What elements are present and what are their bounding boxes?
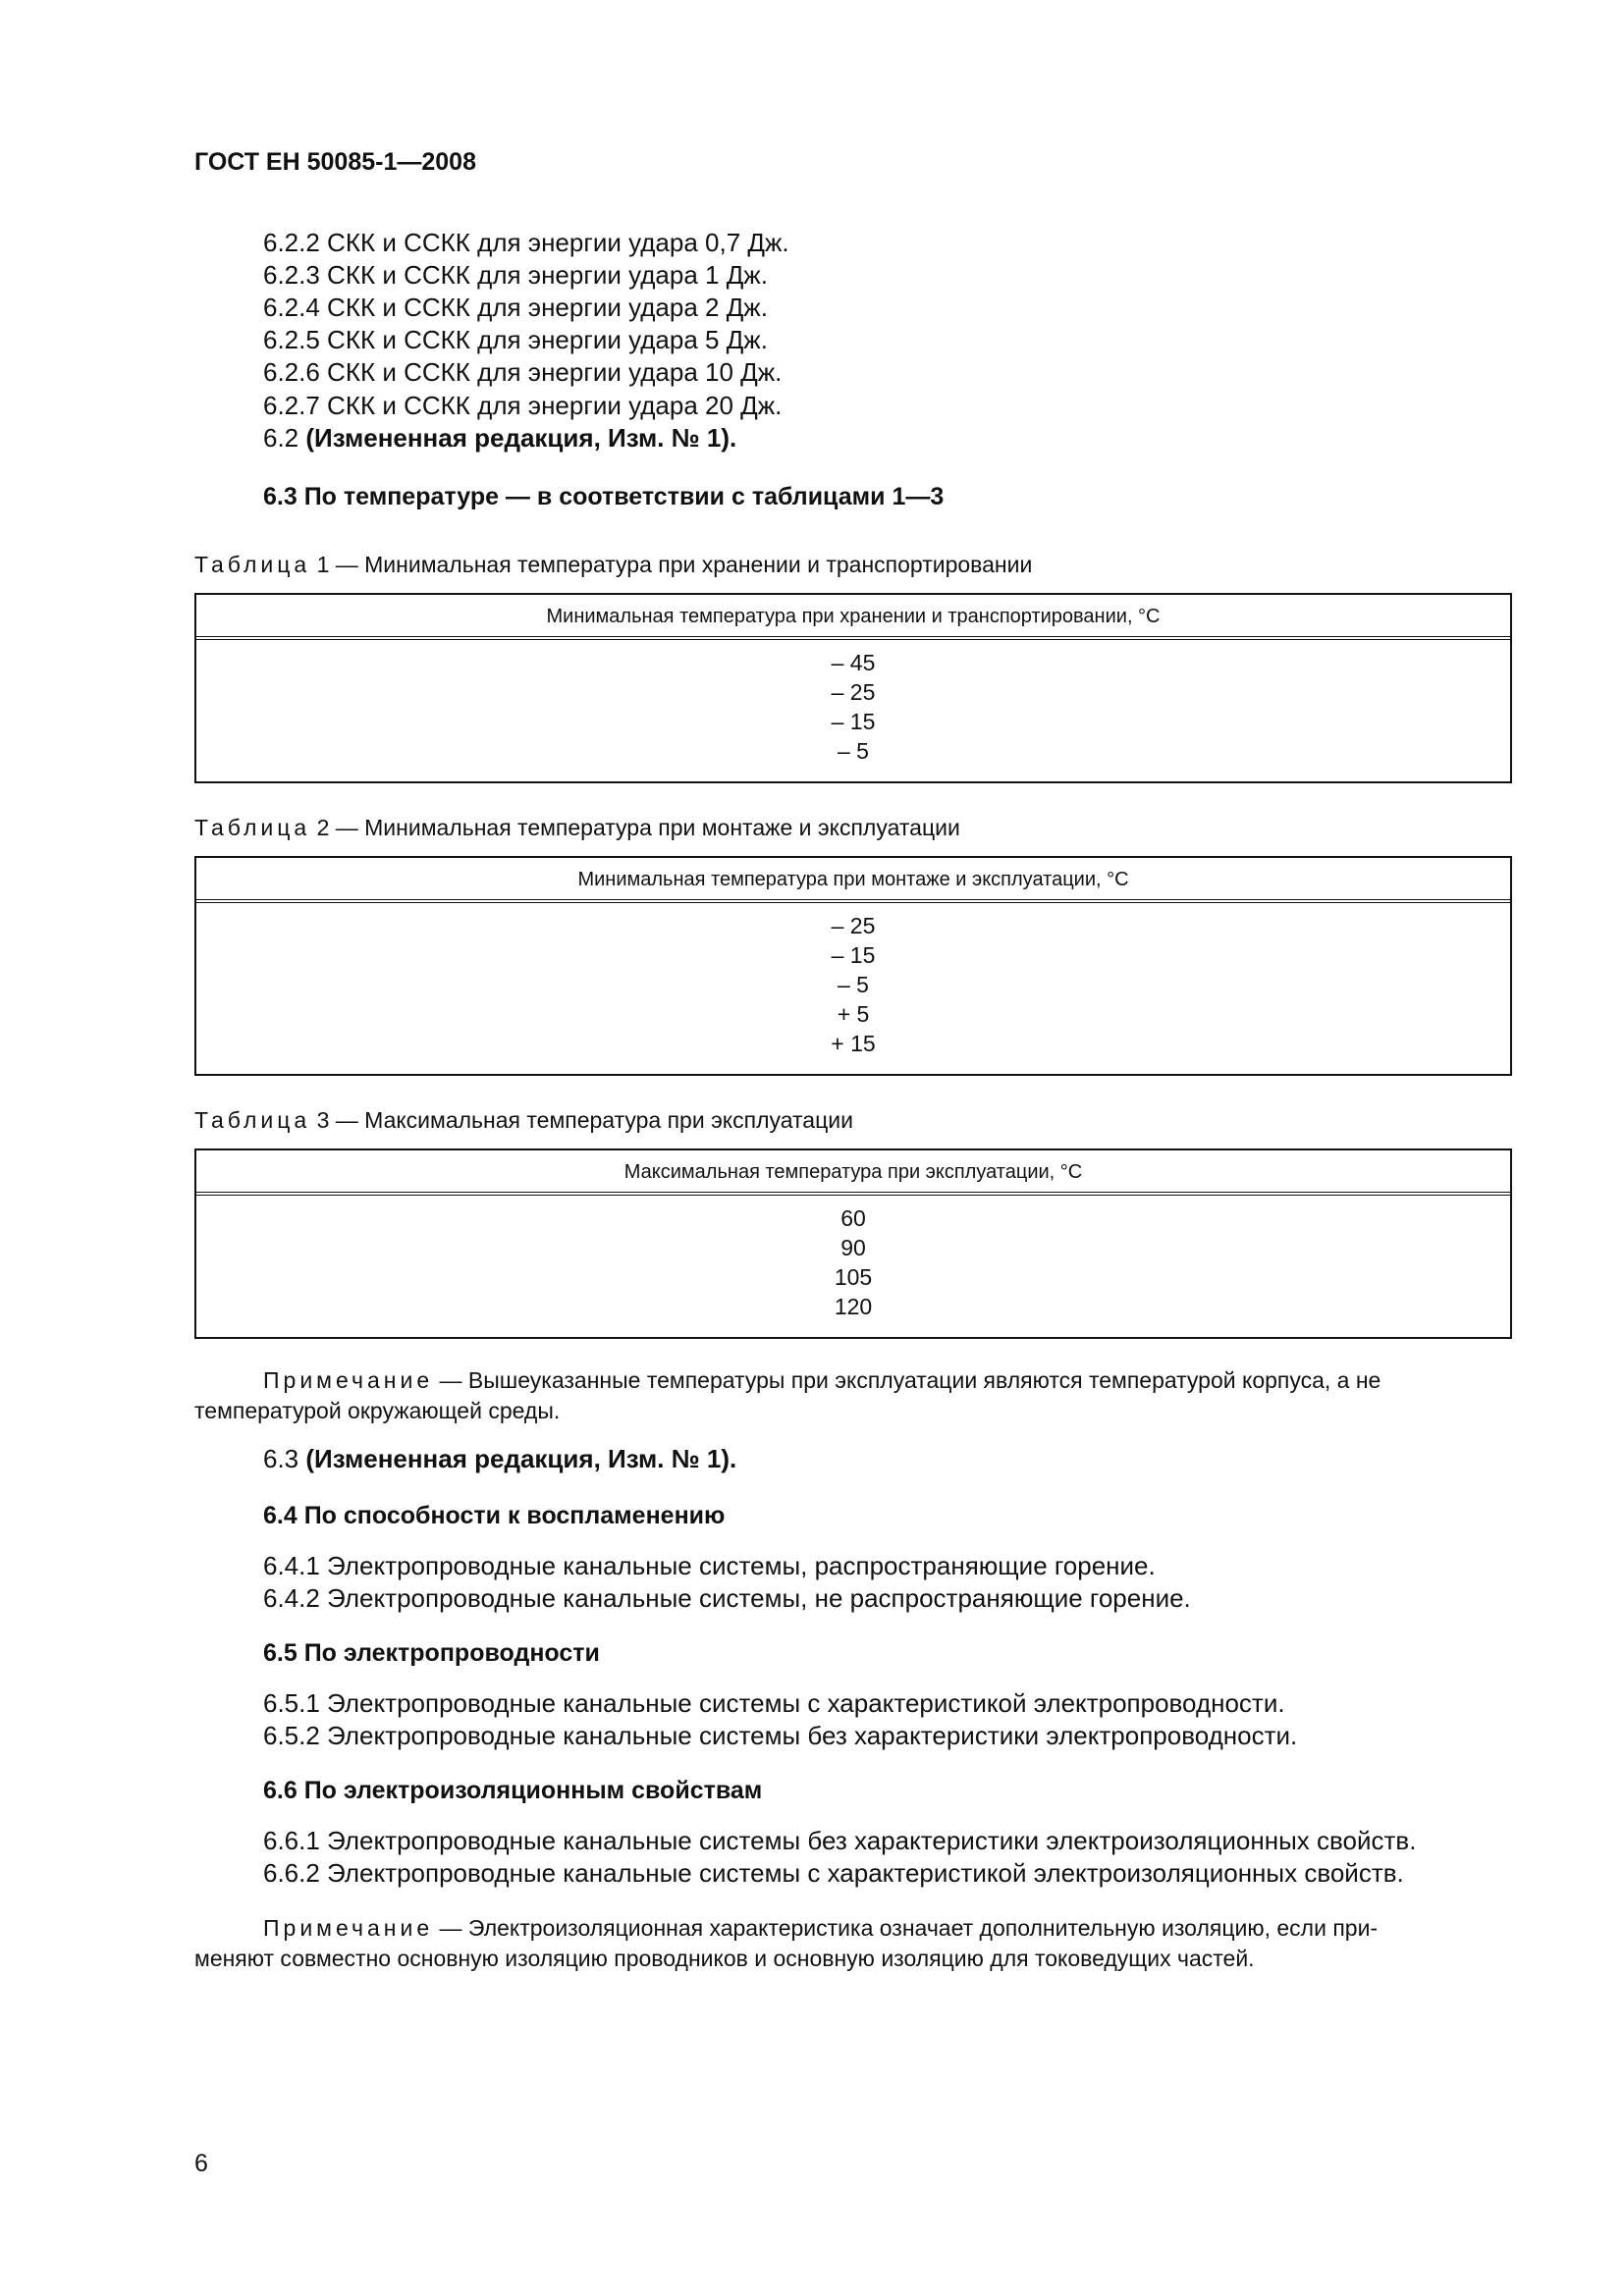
table-body <box>196 1196 1510 1321</box>
table-cell: 105 <box>834 1264 873 1290</box>
section-heading-6-4: 6.4 По способности к воспламенению <box>263 1502 726 1529</box>
note-line <box>194 1365 1512 1396</box>
edit-note-num: 6.3 <box>263 1444 306 1473</box>
page-number: 6 <box>194 2150 208 2177</box>
document-header: ГОСТ ЕН 50085-1—2008 <box>194 148 476 176</box>
table-cell: – 45 <box>831 650 876 675</box>
table-3-caption <box>194 1107 853 1134</box>
list-item: 6.2.4 СКК и ССКК для энергии удара 2 Дж. <box>263 293 768 322</box>
list-item: 6.6.2 Электропроводные канальные системы с характеристикой электроизоляционных свойств. <box>263 1858 1404 1888</box>
table-cell: – 15 <box>831 942 876 968</box>
list-item: 6.2.5 СКК и ССКК для энергии удара 5 Дж. <box>263 325 768 354</box>
list-item: 6.4.1 Электропроводные канальные системы, распространяющие горение. <box>263 1551 1156 1580</box>
list-item: 6.5.1 Электропроводные канальные системы с характеристикой электропроводности. <box>263 1688 1285 1718</box>
table-cell: 120 <box>834 1294 873 1319</box>
note-text: — Электроизоляционная характеристика означает дополнительную изоляцию, если при- <box>433 1915 1379 1941</box>
table-cell: – 15 <box>831 709 876 734</box>
table-caption-word: Таблица <box>194 815 311 840</box>
table-3 <box>194 1148 1512 1339</box>
table-cell: – 25 <box>831 913 876 938</box>
table-cell: 60 <box>840 1205 866 1231</box>
table-caption-word: Таблица <box>194 1107 311 1133</box>
note-line: меняют совместно основную изоляцию проводников и основную изоляцию для токоведущих частей. <box>194 1946 1255 1971</box>
table-1-caption <box>194 552 1032 578</box>
table-body <box>196 640 1510 766</box>
list-item: 6.2.3 СКК и ССКК для энергии удара 1 Дж. <box>263 260 768 290</box>
table-cell: – 25 <box>831 679 876 705</box>
table-header: Минимальная температура при хранении и транспортировании, °С <box>196 595 1510 640</box>
table-cell: + 5 <box>837 1001 870 1027</box>
list-item: 6.5.2 Электропроводные канальные системы без характеристики электропроводности. <box>263 1721 1298 1750</box>
table-header: Минимальная температура при монтаже и эксплуатации, °С <box>196 858 1510 903</box>
table-body <box>196 903 1510 1058</box>
note-text: — Вышеуказанные температуры при эксплуатации являются температурой корпуса, а не <box>433 1367 1381 1393</box>
table-header: Максимальная температура при эксплуатации, °С <box>196 1150 1510 1196</box>
table-2 <box>194 856 1512 1076</box>
list-item: 6.4.2 Электропроводные канальные системы, не распространяющие горение. <box>263 1583 1191 1613</box>
edit-note-text: (Измененная редакция, Изм. № 1). <box>305 423 737 453</box>
note-line <box>194 1913 1512 1944</box>
section-heading-6-3: 6.3 По температуре — в соответствии с таблицами 1—3 <box>263 483 945 510</box>
list-item: 6.2.2 СКК и ССКК для энергии удара 0,7 Дж. <box>263 228 789 257</box>
edit-note-text: (Измененная редакция, Изм. № 1). <box>305 1444 737 1473</box>
list-item: 6.2.6 СКК и ССКК для энергии удара 10 Дж. <box>263 357 783 387</box>
table-2-caption <box>194 815 960 841</box>
table-cell: – 5 <box>838 738 869 764</box>
edit-note-6-2 <box>263 423 736 454</box>
edit-note-6-3 <box>263 1444 736 1474</box>
table-caption-text: 2 — Минимальная температура при монтаже и эксплуатации <box>310 815 960 840</box>
table-cell: 90 <box>840 1235 866 1260</box>
table-1 <box>194 593 1512 783</box>
edit-note-num: 6.2 <box>263 423 306 453</box>
list-item: 6.6.1 Электропроводные канальные системы без характеристики электроизоляционных свойств. <box>263 1826 1417 1855</box>
note-label: Примечание <box>263 1367 434 1393</box>
note-label: Примечание <box>263 1915 434 1941</box>
note-insulation <box>194 1913 1512 1974</box>
table-cell: + 15 <box>831 1031 876 1056</box>
table-caption-text: 1 — Минимальная температура при хранении и транспортировании <box>310 552 1033 577</box>
section-heading-6-5: 6.5 По электропроводности <box>263 1639 600 1667</box>
note-temperature <box>194 1365 1512 1426</box>
note-line: температурой окружающей среды. <box>194 1398 561 1423</box>
table-cell: – 5 <box>838 972 869 997</box>
table-caption-text: 3 — Максимальная температура при эксплуатации <box>310 1107 853 1133</box>
table-caption-word: Таблица <box>194 552 311 577</box>
section-heading-6-6: 6.6 По электроизоляционным свойствам <box>263 1777 763 1804</box>
list-item: 6.2.7 СКК и ССКК для энергии удара 20 Дж. <box>263 391 783 420</box>
